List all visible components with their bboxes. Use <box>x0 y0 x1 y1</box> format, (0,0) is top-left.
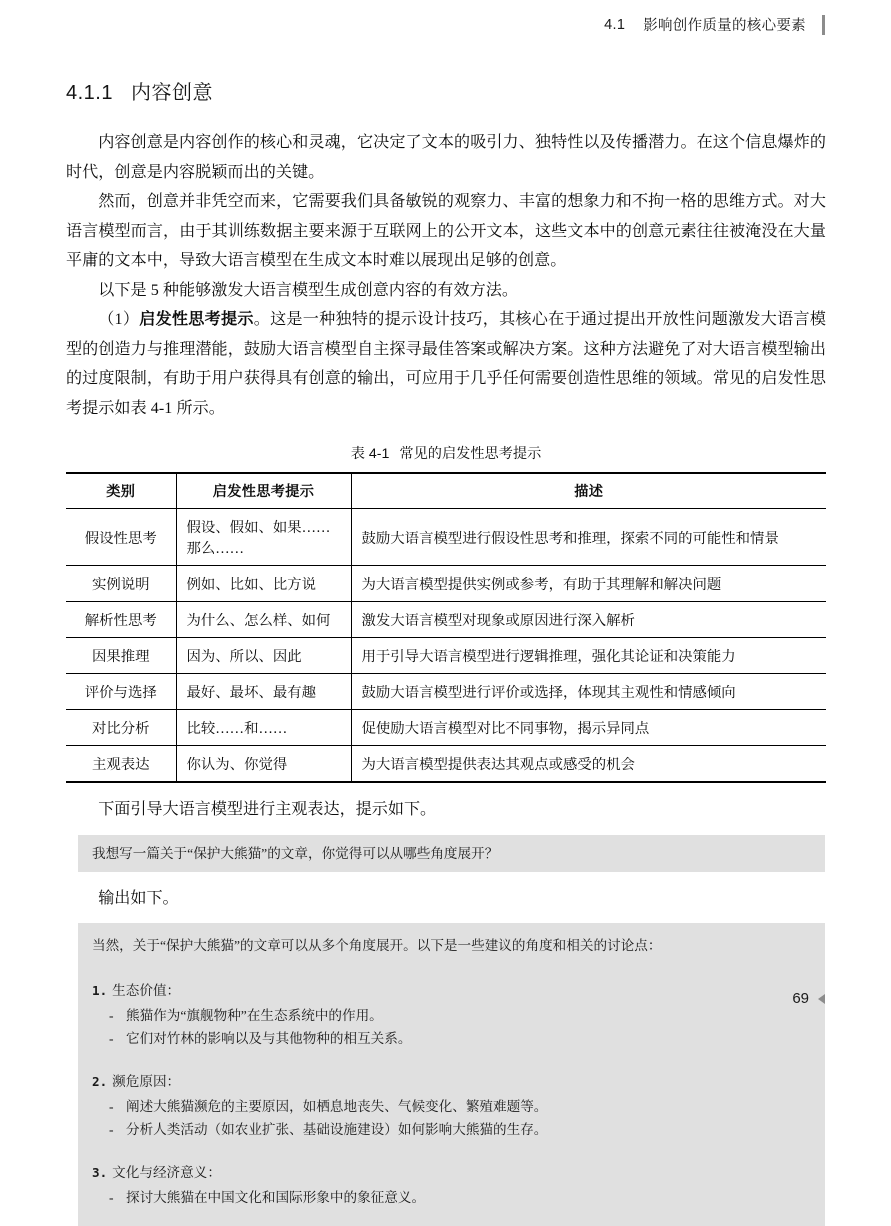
list-item-text: 它们对竹林的影响以及与其他物种的相互关系。 <box>126 1031 412 1046</box>
list-item <box>109 1005 811 1026</box>
output-section-title: 文化与经济意义： <box>112 1165 221 1180</box>
table-row <box>66 509 826 566</box>
output-section-list <box>92 1005 811 1049</box>
dash-bullet-icon: - <box>109 1122 114 1137</box>
table-caption-number: 表 4-1 <box>350 446 390 462</box>
prompt-box-text: 我想写一篇关于“保护大熊猫”的文章，你觉得可以从哪些角度展开？ <box>92 845 499 861</box>
table-row <box>66 674 826 710</box>
page-content <box>66 0 826 1226</box>
paragraph-1: 内容创意是内容创作的核心和灵魂，它决定了文本的吸引力、独特性以及传播潜力。在这个信息爆炸的时代，创意是内容脱颖而出的关键。 <box>66 134 826 181</box>
table-row <box>66 746 826 783</box>
cell-prompt: 例如、比如、比方说 <box>176 566 351 602</box>
output-section-heading <box>92 1162 811 1183</box>
column-header-prompt: 启发性思考提示 <box>176 473 351 509</box>
cell-description: 激发大语言模型对现象或原因进行深入解析 <box>351 602 826 638</box>
output-section-list <box>92 1187 811 1208</box>
output-section-title: 生态价值： <box>112 983 181 998</box>
table-header-row <box>66 473 826 509</box>
output-section-heading <box>92 1071 811 1092</box>
dash-bullet-icon: - <box>109 1008 114 1023</box>
output-section-heading <box>92 980 811 1001</box>
column-header-category: 类别 <box>106 484 136 500</box>
cell-prompt: 假设、假如、如果……那么…… <box>176 509 351 566</box>
paragraph-3: 以下是 5 种能够激发大语言模型生成创意内容的有效方法。 <box>98 281 519 299</box>
output-section-number: 3. <box>92 1165 108 1180</box>
cell-description: 为大语言模型提供表达其观点或感受的机会 <box>351 746 826 783</box>
list-item-text: 探讨大熊猫在中国文化和国际形象中的象征意义。 <box>126 1190 426 1205</box>
method-one-body: 。这是一种独特的提示设计技巧，其核心在于通过提出开放性问题激发大语言模型的创造力与推理潜能，鼓励大语言模型自主探寻最佳答案或解决方案。这种方法避免了对大语言模型输出的过度限制，有助于用户获得具有创意的输出，可应用于几乎任何需要创造性思维的领域。常见的启发性思考提示如表 4-1 所示。 <box>66 311 826 417</box>
table-row <box>66 638 826 674</box>
output-box <box>78 923 825 1226</box>
table-row <box>66 566 826 602</box>
method-one-term: 启发性思考提示 <box>139 311 254 328</box>
cell-description: 用于引导大语言模型进行逻辑推理，强化其论证和决策能力 <box>351 638 826 674</box>
cell-description: 为大语言模型提供实例或参考，有助于其理解和解决问题 <box>351 566 826 602</box>
output-section-number: 2. <box>92 1074 108 1089</box>
table-caption-title: 常见的启发性思考提示 <box>399 446 542 462</box>
cell-prompt: 为什么、怎么样、如何 <box>176 602 351 638</box>
page-title <box>66 0 826 105</box>
list-item <box>109 1028 811 1049</box>
list-item <box>109 1096 811 1117</box>
running-header-title: 影响创作质量的核心要素 <box>643 18 806 34</box>
dash-bullet-icon: - <box>109 1099 114 1114</box>
output-section-number: 1. <box>92 983 108 998</box>
column-header-description: 描述 <box>351 473 826 509</box>
table-row <box>66 602 826 638</box>
heuristic-prompts-table <box>66 472 826 783</box>
cell-description: 鼓励大语言模型进行评价或选择，体现其主观性和情感倾向 <box>351 674 826 710</box>
paragraph-2: 然而，创意并非凭空而来，它需要我们具备敏锐的观察力、丰富的想象力和不拘一格的思维方式。对大语言模型而言，由于其训练数据主要来源于互联网上的公开文本，这些文本中的创意元素往往被淹没在大量平庸的文本中，导致大语言模型在生成文本时难以展现出足够的创意。 <box>66 193 826 269</box>
section-title-text: 内容创意 <box>130 82 213 104</box>
section-number: 4.1.1 <box>66 82 113 104</box>
output-label: 输出如下。 <box>98 889 179 907</box>
running-header-section-number: 4.1 <box>604 16 626 33</box>
cell-category: 评价与选择 <box>66 674 176 710</box>
list-item <box>109 1187 811 1208</box>
table-row <box>66 710 826 746</box>
method-one-label: （1） <box>98 311 140 328</box>
table-body <box>66 509 826 783</box>
cell-category: 实例说明 <box>66 566 176 602</box>
cell-category: 假设性思考 <box>66 509 176 566</box>
cell-category: 主观表达 <box>66 746 176 783</box>
cell-category: 因果推理 <box>66 638 176 674</box>
output-section-title: 濒危原因： <box>112 1074 181 1089</box>
dash-bullet-icon: - <box>109 1190 114 1205</box>
prompt-box <box>78 835 825 872</box>
cell-category: 解析性思考 <box>66 602 176 638</box>
dash-bullet-icon: - <box>109 1031 114 1046</box>
cell-category: 对比分析 <box>66 710 176 746</box>
page-number: 69 <box>792 990 809 1007</box>
list-item-text: 阐述大熊猫濒危的主要原因，如栖息地丧失、气候变化、繁殖难题等。 <box>126 1099 548 1114</box>
list-item <box>109 1119 811 1140</box>
cell-description: 促使励大语言模型对比不同事物，揭示异同点 <box>351 710 826 746</box>
cell-prompt: 因为、所以、因此 <box>176 638 351 674</box>
output-intro: 当然，关于“保护大熊猫”的文章可以从多个角度展开。以下是一些建议的角度和相关的讨论点： <box>92 938 662 953</box>
cell-description: 鼓励大语言模型进行假设性思考和推理，探索不同的可能性和情景 <box>351 509 826 566</box>
cell-prompt: 比较……和…… <box>176 710 351 746</box>
output-section-list <box>92 1096 811 1140</box>
after-table-note: 下面引导大语言模型进行主观表达，提示如下。 <box>98 801 437 818</box>
table-caption <box>66 443 826 463</box>
list-item-text: 熊猫作为“旗舰物种”在生态系统中的作用。 <box>126 1008 383 1023</box>
cell-prompt: 最好、最坏、最有趣 <box>176 674 351 710</box>
triangle-left-icon <box>818 994 825 1004</box>
cell-prompt: 你认为、你觉得 <box>176 746 351 783</box>
method-one-paragraph <box>66 305 826 423</box>
list-item-text: 分析人类活动（如农业扩张、基础设施建设）如何影响大熊猫的生存。 <box>126 1122 548 1137</box>
page-footer <box>792 990 825 1007</box>
